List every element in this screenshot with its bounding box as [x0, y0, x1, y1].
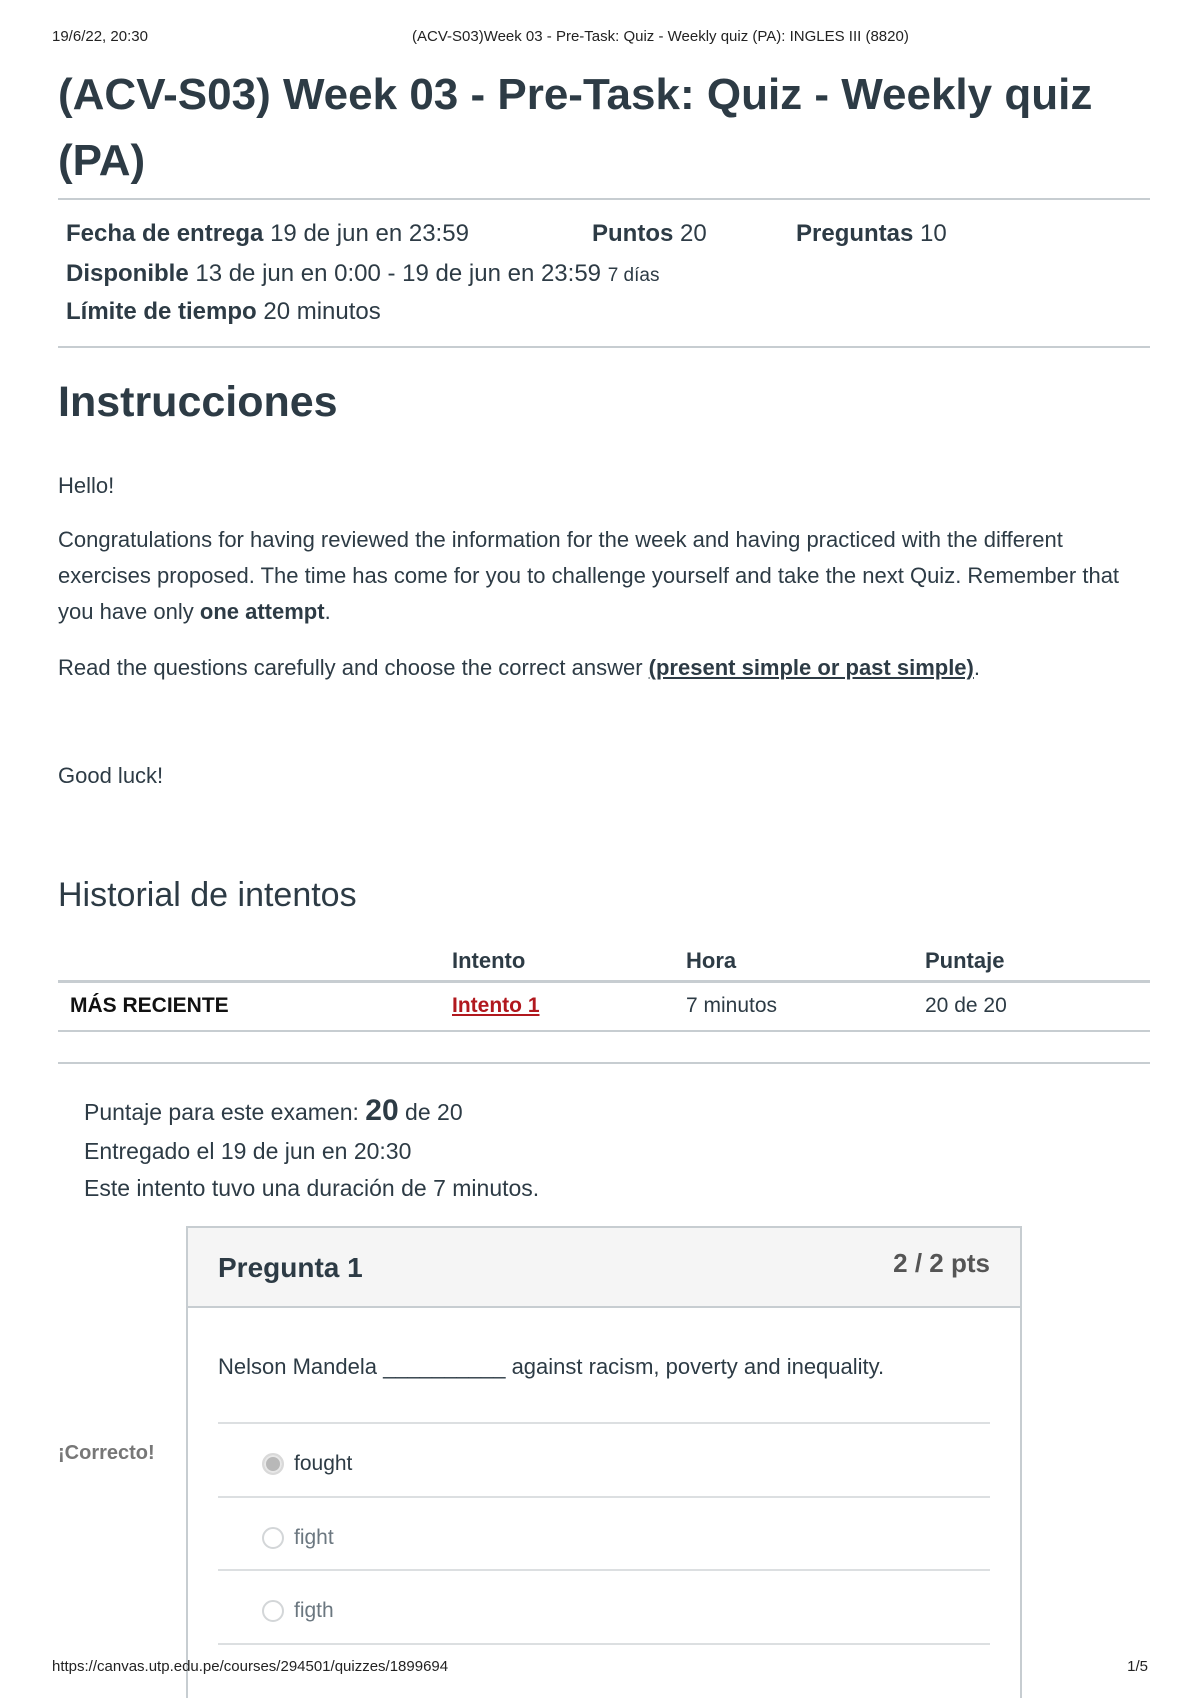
print-footer — [52, 1658, 1148, 1678]
instructions-p2-end: . — [973, 655, 980, 680]
print-document-title: (ACV-S03)Week 03 - Pre-Task: Quiz - Weekly quiz (PA): INGLES III (8820) — [412, 28, 909, 45]
due-value: 19 de jun en 23:59 — [270, 220, 469, 247]
score-prefix: Puntaje para este examen: — [84, 1099, 366, 1125]
question-title: Pregunta 1 — [218, 1252, 363, 1283]
one-attempt-emphasis: one attempt — [199, 599, 325, 624]
instructions-hello: Hello! — [58, 473, 115, 498]
questions-label: Preguntas — [796, 220, 914, 247]
divider — [58, 1062, 1150, 1064]
attempt-1-link[interactable]: Intento 1 — [452, 994, 540, 1017]
answer-divider — [218, 1569, 990, 1571]
points-label: Puntos — [592, 220, 674, 247]
answer-divider — [218, 1643, 990, 1645]
points — [592, 220, 707, 248]
attempt-time: 7 minutos — [686, 994, 778, 1017]
table-row-divider — [58, 1030, 1150, 1032]
quiz-meta-row-1 — [66, 220, 1150, 252]
instructions-paragraph-2 — [58, 650, 1150, 686]
score-suffix: de 20 — [398, 1099, 463, 1125]
divider — [58, 346, 1150, 348]
available-value: 13 de jun en 0:00 - 19 de jun en 23:59 — [195, 260, 602, 287]
time-limit-label: Límite de tiempo — [66, 298, 257, 325]
submitted-at: Entregado el 19 de jun en 20:30 — [84, 1138, 412, 1164]
instructions-good-luck: Good luck! — [58, 763, 164, 788]
answer-divider — [218, 1496, 990, 1498]
attempt-duration: Este intento tuvo una duración de 7 minutos. — [84, 1175, 540, 1201]
question-card — [186, 1226, 1022, 1698]
attempt-history-heading: Historial de intentos — [58, 876, 357, 914]
question-count — [796, 220, 947, 248]
quiz-meta-row-2 — [66, 260, 659, 288]
question-header — [188, 1228, 1020, 1308]
print-header — [52, 28, 1148, 48]
attempt-score: 20 de 20 — [925, 994, 1007, 1017]
table-header-divider — [58, 980, 1150, 983]
instructions-paragraph-1 — [58, 522, 1150, 630]
column-header-time: Hora — [686, 948, 737, 973]
available-label: Disponible — [66, 260, 189, 287]
column-header-score: Puntaje — [925, 948, 1005, 973]
due-label: Fecha de entrega — [66, 220, 264, 247]
print-url: https://canvas.utp.edu.pe/courses/294501/quizzes/1899694 — [52, 1658, 449, 1675]
answer-divider — [218, 1422, 990, 1424]
print-date: 19/6/22, 20:30 — [52, 28, 148, 45]
radio-unselected-icon[interactable] — [262, 1600, 284, 1622]
instructions-heading: Instrucciones — [58, 378, 338, 426]
exam-score — [84, 1094, 463, 1128]
question-text: Nelson Mandela __________ against racism, poverty and inequality. — [218, 1354, 885, 1379]
radio-unselected-icon[interactable] — [262, 1527, 284, 1549]
answer-label: figth — [294, 1599, 334, 1622]
tense-emphasis: (present simple or past simple) — [648, 655, 974, 680]
questions-value: 10 — [920, 220, 947, 247]
available-days: 7 días — [607, 265, 660, 286]
time-limit-value: 20 minutos — [263, 298, 381, 325]
due-date — [66, 220, 469, 248]
most-recent-label: MÁS RECIENTE — [70, 994, 229, 1017]
correct-indicator: ¡Correcto! — [58, 1438, 155, 1469]
points-value: 20 — [680, 220, 707, 247]
instructions-p1-end: . — [324, 599, 331, 624]
radio-selected-icon[interactable] — [262, 1453, 284, 1475]
page-title: (ACV-S03) Week 03 - Pre-Task: Quiz - Weekly quiz (PA) — [58, 70, 1093, 185]
score-value: 20 — [365, 1094, 399, 1127]
divider — [58, 198, 1150, 200]
page-number: 1/5 — [1127, 1658, 1148, 1675]
instructions-p2-text: Read the questions carefully and choose the correct answer — [58, 655, 649, 680]
instructions-p1-text: Congratulations for having reviewed the information for the week and having practiced with the different exercises proposed. The time has come for you to challenge yourself and take the next Quiz. Remember that you have only — [58, 527, 1120, 624]
question-points: 2 / 2 pts — [893, 1248, 990, 1278]
column-header-attempt: Intento — [452, 948, 526, 973]
quiz-meta-row-3 — [66, 298, 381, 326]
answer-label: fought — [294, 1452, 353, 1475]
answer-label: fight — [294, 1526, 334, 1549]
